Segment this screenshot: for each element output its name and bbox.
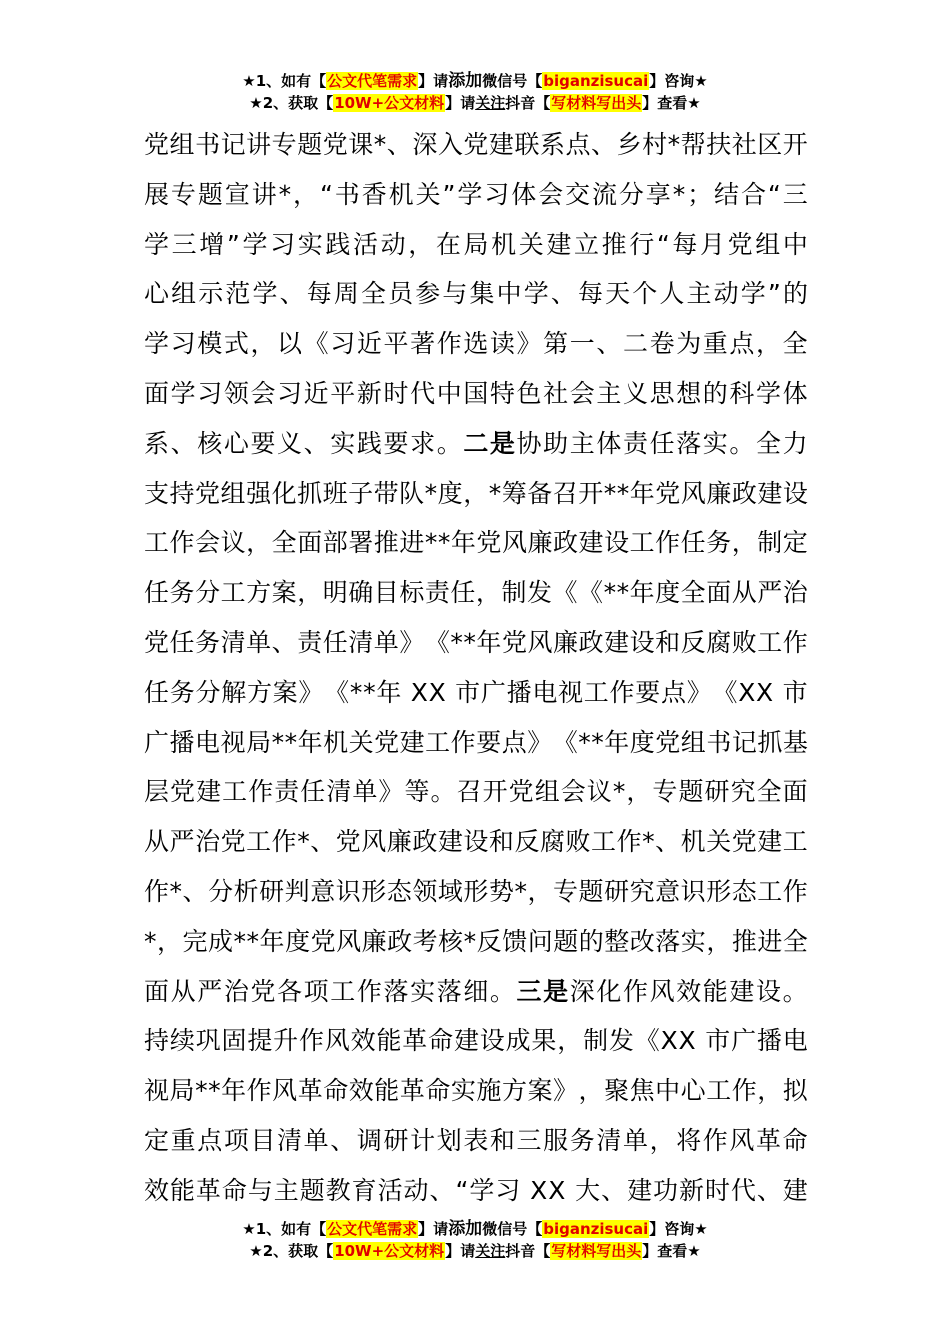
body-line: 党 组 书 记 讲 专 题 党 课 * 、 深 入 党 建 联 系 点 、 乡 村 * 帮 扶 社 区 开: [144, 130, 808, 159]
footer-line-1-mid2: 微信号【: [482, 1220, 543, 1238]
header-line-1: [0, 70, 950, 92]
header-highlight-wechat-id: biganzisucai: [543, 72, 649, 90]
footer-line-2-emphasis: 关注: [475, 1242, 506, 1260]
header-line-2-mid2: 抖音【: [505, 94, 551, 112]
header-highlight-douyin-account: 写材料写出头: [551, 94, 642, 112]
footer-line-2-mid: 】请: [445, 1242, 476, 1260]
header-line-1-suffix: 】咨询★: [649, 72, 708, 90]
body-line: 作 * 、 分 析 研 判 意 识 形 态 领 域 形 势 * ， 专 题 研 究 意 识 形 态 工 作: [144, 876, 808, 906]
footer-line-1-prefix: ★1、如有【: [242, 1220, 327, 1238]
body-line: 心 组 示 范 学 、 每 周 全 员 参 与 集 中 学 、 每 天 个 人 主 动 学 ” 的: [144, 279, 808, 309]
body-line: 任 务 分 工 方 案 ， 明 确 目 标 责 任 ， 制 发 《 《 * * 年 度 全 面 从 严 治: [144, 578, 808, 608]
body-line: 视 局 * * 年 作 风 革 命 效 能 革 命 实 施 方 案 》 ， 聚 焦 中 心 工 作 ， 拟: [144, 1076, 808, 1106]
body-line: 持 续 巩 固 提 升 作 风 效 能 革 命 建 设 成 果 ， 制 发 《 X X 市 广 播 电: [144, 1026, 808, 1056]
body-line: 从 严 治 党 工 作 * 、 党 风 廉 政 建 设 和 反 腐 败 工 作 * 、 机 关 党 建 工: [144, 827, 808, 857]
body-line: 面 学 习 领 会 习 近 平 新 时 代 中 国 特 色 社 会 主 义 思 想 的 科 学 体: [144, 378, 808, 408]
header-line-2-mid: 】请: [445, 94, 476, 112]
footer-line-1-mid: 】请: [418, 1220, 449, 1238]
body-line: 支 持 党 组 强 化 抓 班 子 带 队 * 度 ， * 筹 备 召 开 * * 年 党 风 廉 政 建 设: [144, 478, 808, 508]
header-highlight-service: 公文代笔需求: [327, 72, 418, 90]
footer-line-2-prefix: ★2、获取【: [249, 1242, 334, 1260]
header-line-2-emphasis: 关注: [475, 94, 506, 112]
body-line: 任 务 分 解 方 案 》 《 * * 年 X X 市 广 播 电 视 工 作 要 点 》 《 X X 市: [144, 677, 808, 707]
header-line-2: [0, 92, 950, 114]
header-banner: [0, 70, 950, 114]
header-highlight-materials: 10W+公文材料: [334, 94, 445, 112]
footer-line-1-emphasis: 添加: [448, 1219, 483, 1239]
header-line-1-prefix: ★1、如有【: [242, 72, 327, 90]
footer-line-1-suffix: 】咨询★: [649, 1220, 708, 1238]
body-line: 层 党 建 工 作 责 任 清 单 》 等 。 召 开 党 组 会 议 * ， 专 题 研 究 全 面: [144, 777, 808, 807]
body-line: 展 专 题 宣 讲 * ， “ 书 香 机 关 ” 学 习 体 会 交 流 分 享 * ； 结 合 “ 三: [144, 179, 808, 209]
footer-line-1: [0, 1218, 950, 1240]
footer-highlight-service: 公文代笔需求: [327, 1220, 418, 1238]
body-line: 系 、 核 心 要 义 、 实 践 要 求 。 二 是 协 助 主 体 责 任 落 实 。 全 力: [144, 428, 808, 458]
body-line: 面 从 严 治 党 各 项 工 作 落 实 落 细 。 三 是 深 化 作 风 效 能 建 设 。: [144, 976, 808, 1006]
document-body: [144, 120, 808, 1216]
body-line: 定 重 点 项 目 清 单 、 调 研 计 划 表 和 三 服 务 清 单 ， 将 作 风 革 命: [144, 1125, 808, 1155]
header-line-1-mid: 】请: [418, 72, 449, 90]
footer-line-2-suffix: 】查看★: [642, 1242, 701, 1260]
header-line-2-suffix: 】查看★: [642, 94, 701, 112]
header-line-2-prefix: ★2、获取【: [249, 94, 334, 112]
footer-banner: [0, 1218, 950, 1262]
header-line-1-mid2: 微信号【: [482, 72, 543, 90]
footer-highlight-materials: 10W+公文材料: [334, 1242, 445, 1260]
body-line: * ， 完 成 * * 年 度 党 风 廉 政 考 核 * 反 馈 问 题 的 整 改 落 实 ， 推 进 全: [144, 926, 808, 956]
body-line: 学 三 增 ” 学 习 实 践 活 动 ， 在 局 机 关 建 立 推 行 “ 每 月 党 组 中: [144, 229, 808, 259]
footer-line-2: [0, 1240, 950, 1262]
body-line: 工 作 会 议 ， 全 面 部 署 推 进 * * 年 党 风 廉 政 建 设 工 作 任 务 ， 制 定: [144, 528, 808, 558]
footer-highlight-wechat-id: biganzisucai: [543, 1220, 649, 1238]
body-line: 效 能 革 命 与 主 题 教 育 活 动 、 “ 学 习 X X 大 、 建 功 新 时 代 、 建: [144, 1175, 808, 1205]
body-line: 党 任 务 清 单 、 责 任 清 单 》 《 * * 年 党 风 廉 政 建 设 和 反 腐 败 工 作: [144, 627, 808, 657]
body-line: 广 播 电 视 局 * * 年 机 关 党 建 工 作 要 点 》 《 * * 年 度 党 组 书 记 抓 基: [144, 727, 808, 757]
body-line: 学 习 模 式 ， 以 《 习 近 平 著 作 选 读 》 第 一 、 二 卷 为 重 点 ， 全: [144, 329, 808, 359]
header-line-1-emphasis: 添加: [448, 71, 483, 91]
footer-line-2-mid2: 抖音【: [505, 1242, 551, 1260]
footer-highlight-douyin-account: 写材料写出头: [551, 1242, 642, 1260]
